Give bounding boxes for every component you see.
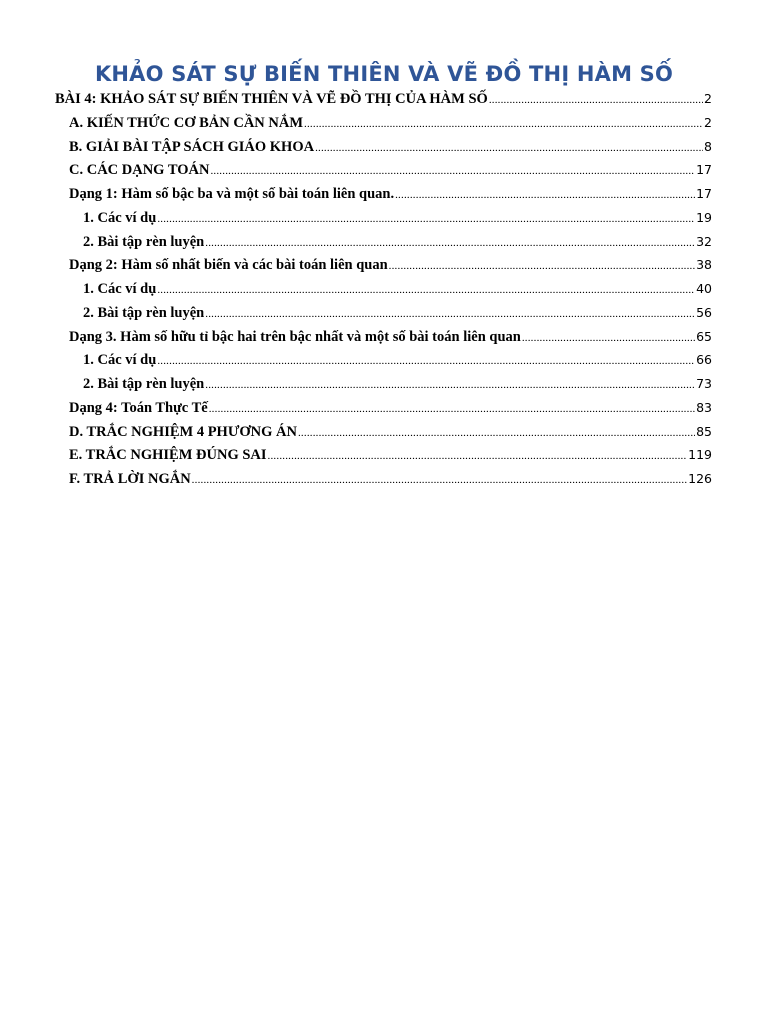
toc-entry-label: 1. Các ví dụ bbox=[83, 209, 157, 226]
toc-entry-label: Dạng 4: Toán Thực Tế bbox=[69, 399, 208, 416]
toc-entry-label: F. TRẢ LỜI NGẮN bbox=[69, 471, 191, 487]
toc-entry-dang-3-vi-du[interactable] bbox=[83, 348, 712, 372]
toc-entry-label: Dạng 2: Hàm số nhất biến và các bài toán liên quan bbox=[69, 257, 388, 274]
toc-page-number: 17 bbox=[696, 162, 712, 178]
toc-page-number: 2 bbox=[704, 114, 712, 130]
toc-entry-label: 2. Bài tập rèn luyện bbox=[83, 304, 205, 321]
toc-entry-label: Dạng 3. Hàm số hữu tỉ bậc hai trên bậc nhất và một số bài toán liên quan bbox=[69, 328, 521, 345]
toc-page-number: 32 bbox=[696, 233, 712, 249]
toc-dot-leader bbox=[210, 160, 695, 184]
toc-entry-section-b[interactable] bbox=[69, 135, 712, 159]
toc-page-number: 85 bbox=[696, 423, 712, 439]
toc-entry-label: 2. Bài tập rèn luyện bbox=[83, 376, 205, 392]
toc-page-number: 17 bbox=[696, 186, 712, 201]
toc-dot-leader bbox=[192, 469, 687, 493]
toc-page-number: 126 bbox=[688, 471, 712, 486]
toc-entry-label: BÀI 4: KHẢO SÁT SỰ BIẾN THIÊN VÀ VẼ ĐỒ THỊ CỦA HÀM SỐ bbox=[55, 91, 488, 107]
toc-entry-section-d[interactable] bbox=[69, 420, 712, 444]
toc-entry-label: E. TRẮC NGHIỆM ĐÚNG SAI bbox=[69, 447, 267, 464]
toc-dot-leader bbox=[157, 279, 695, 303]
toc-dot-leader bbox=[205, 232, 695, 256]
toc-page-number: 119 bbox=[688, 447, 712, 463]
toc-entry-dang-2-bai-tap[interactable] bbox=[83, 301, 712, 325]
toc-entry-label: 1. Các ví dụ bbox=[83, 281, 157, 297]
toc-entry-label: C. CÁC DẠNG TOÁN bbox=[69, 162, 210, 179]
toc-entry-dang-4[interactable] bbox=[69, 396, 712, 420]
toc-entry-section-a[interactable] bbox=[69, 111, 712, 135]
toc-entry-dang-3[interactable] bbox=[69, 325, 712, 349]
toc-page-number: 65 bbox=[696, 328, 712, 344]
toc-dot-leader bbox=[304, 113, 703, 137]
toc-entry-label: Dạng 1: Hàm số bậc ba và một số bài toán liên quan. bbox=[69, 186, 395, 202]
toc-dot-leader bbox=[157, 208, 695, 232]
toc-page-number: 40 bbox=[696, 281, 712, 296]
toc-entry-dang-1[interactable] bbox=[69, 182, 712, 206]
toc-page-number: 56 bbox=[696, 304, 712, 320]
toc-entry-section-f[interactable] bbox=[69, 467, 712, 491]
toc-entry-dang-2-vi-du[interactable] bbox=[83, 277, 712, 301]
table-of-contents bbox=[0, 87, 768, 491]
toc-page-number: 38 bbox=[696, 257, 712, 273]
toc-entry-section-c[interactable] bbox=[69, 158, 712, 182]
toc-dot-leader bbox=[205, 374, 695, 398]
toc-page-number: 8 bbox=[704, 138, 712, 154]
toc-entry-label: D. TRẮC NGHIỆM 4 PHƯƠNG ÁN bbox=[69, 423, 297, 440]
toc-entry-dang-1-bai-tap[interactable] bbox=[83, 230, 712, 254]
toc-page-number: 73 bbox=[696, 376, 712, 391]
toc-page-number: 83 bbox=[696, 399, 712, 415]
toc-dot-leader bbox=[489, 89, 703, 113]
toc-entry-bai-4[interactable] bbox=[55, 87, 712, 111]
toc-entry-dang-3-bai-tap[interactable] bbox=[83, 372, 712, 396]
toc-dot-leader bbox=[395, 184, 695, 208]
toc-dot-leader bbox=[268, 445, 688, 469]
toc-entry-section-e[interactable] bbox=[69, 443, 712, 467]
toc-dot-leader bbox=[522, 327, 695, 351]
toc-entry-label: 1. Các ví dụ bbox=[83, 352, 157, 369]
toc-page-number: 2 bbox=[704, 91, 712, 106]
toc-entry-label: 2. Bài tập rèn luyện bbox=[83, 233, 205, 250]
toc-page-number: 66 bbox=[696, 352, 712, 368]
toc-entry-label: A. KIẾN THỨC CƠ BẢN CẦN NẮM bbox=[69, 114, 304, 131]
toc-dot-leader bbox=[209, 398, 695, 422]
toc-entry-dang-1-vi-du[interactable] bbox=[83, 206, 712, 230]
toc-dot-leader bbox=[298, 422, 695, 446]
toc-page-number: 19 bbox=[696, 209, 712, 225]
toc-dot-leader bbox=[389, 255, 695, 279]
toc-dot-leader bbox=[157, 350, 695, 374]
toc-dot-leader bbox=[205, 303, 695, 327]
page-title: KHẢO SÁT SỰ BIẾN THIÊN VÀ VẼ ĐỒ THỊ HÀM SỐ bbox=[94, 62, 674, 86]
toc-dot-leader bbox=[315, 137, 703, 161]
toc-entry-label: B. GIẢI BÀI TẬP SÁCH GIÁO KHOA bbox=[69, 138, 315, 155]
toc-entry-dang-2[interactable] bbox=[69, 253, 712, 277]
